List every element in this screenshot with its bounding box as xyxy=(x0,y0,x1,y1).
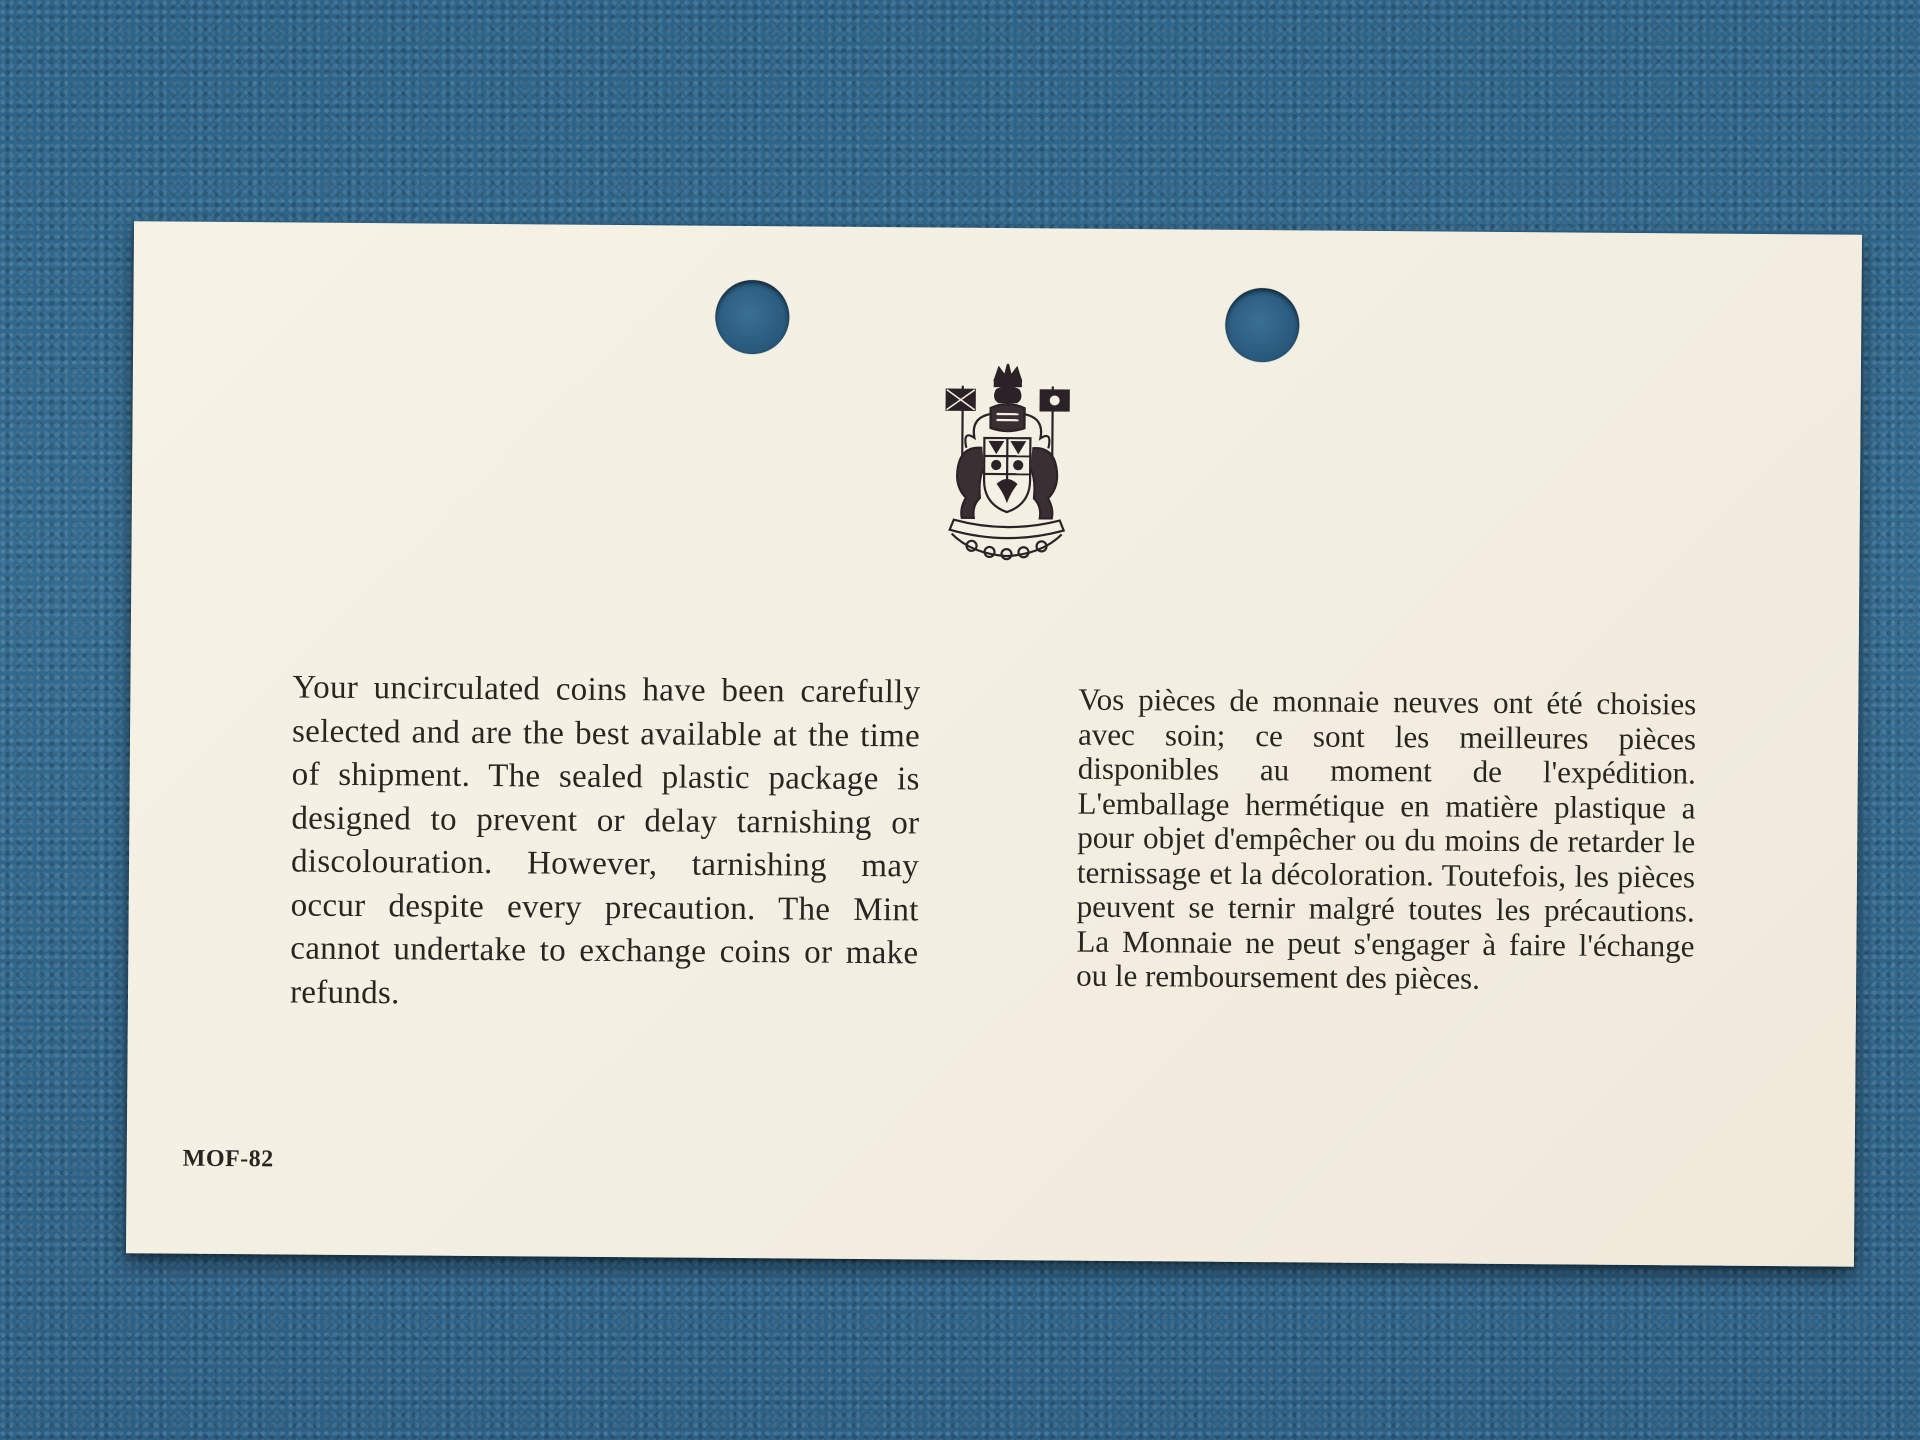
form-code: MOF-82 xyxy=(182,1145,274,1173)
insert-card xyxy=(126,221,1862,1267)
punch-hole-right xyxy=(1225,288,1300,363)
french-notice-text: Vos pièces de monnaie neuves ont été choisies avec soin; ce sont les meilleures pièces disponibles au moment de l'expédition. L'emballage hermétique en matière plastique a pour objet d'empêcher ou du moins de retarder le ternissage et la décoloration. Toutefois, les pièces peuvent se ternir malgré toutes les précautions. La Monnaie ne peut s'engager à faire l'échange ou le remboursement des pièces. xyxy=(1076,681,1697,996)
coat-of-arms-icon xyxy=(931,358,1083,564)
punch-hole-left xyxy=(715,280,790,355)
english-notice-text: Your uncirculated coins have been carefully selected and are the best available at the time of shipment. The sealed plastic package is designed to prevent or delay tarnishing or discolouration. However, tarnishing may occur despite every precaution. The Mint cannot undertake to exchange coins or make refunds. xyxy=(289,669,921,1011)
